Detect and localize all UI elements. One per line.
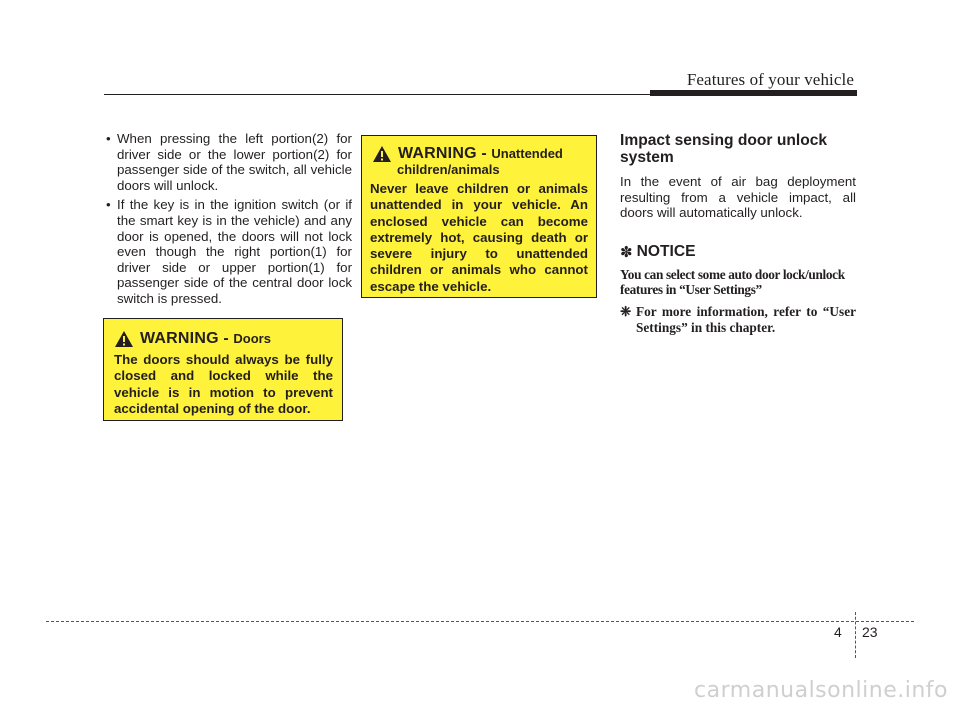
warning-heading: [114, 330, 333, 348]
section-body: In the event of air bag deployment resulting from a vehicle impact, all doors will automatically unlock.: [620, 174, 856, 221]
warning-subject: Doors: [233, 331, 271, 346]
warning-heading: [370, 145, 588, 163]
list-item: [104, 197, 352, 306]
watermark-text: carmanualsonline.info: [694, 678, 948, 703]
notice-star-icon: ✽: [620, 243, 633, 261]
bullet-icon: •: [106, 131, 111, 146]
warning-triangle-icon: [114, 330, 134, 348]
warning-box-doors: [103, 318, 343, 421]
list-item: [104, 131, 352, 193]
footer-divider: [855, 612, 856, 658]
notice-bullet-text: For more information, refer to “User Settings” in this chapter.: [636, 303, 856, 335]
warning-triangle-icon: [372, 145, 392, 163]
chapter-number: 4: [834, 624, 842, 640]
column-3: [620, 133, 856, 335]
footer-rule: [46, 621, 914, 622]
notice-bullet-icon: ❈: [620, 303, 632, 319]
bullet-icon: •: [106, 197, 111, 213]
notice-bullet: [620, 304, 856, 335]
warning-subject-continued: children/animals: [397, 162, 500, 177]
page-number: 23: [862, 624, 878, 640]
header-tab-bar: [650, 90, 857, 96]
instruction-list: [104, 131, 352, 307]
list-item-text: If the key is in the ignition switch (or if the smart key is in the vehicle) and any door is opened, the doors will not lock even though the right portion(1) for driver side or upper portion(1) for passenger side of the central door lock switch is pressed.: [117, 197, 352, 306]
warning-body: Never leave children or animals unattended in your vehicle. An enclosed vehicle can become extremely hot, causing death or severe injury to unattended children or animals who cannot escape the vehicle.: [370, 181, 588, 294]
notice-text: You can select some auto door lock/unlock features in “User Settings”: [620, 266, 845, 298]
section-title: Impact sensing door unlock system: [620, 132, 828, 166]
warning-body: The doors should always be fully closed and locked while the vehicle is in motion to prevent accidental opening of the door.: [114, 352, 333, 416]
column-1: [104, 131, 352, 311]
page-header-title: Features of your vehicle: [686, 70, 854, 89]
notice-title: NOTICE: [636, 242, 696, 260]
warning-box-children: [361, 135, 597, 298]
warning-label: WARNING -: [398, 145, 487, 162]
warning-label: WARNING -: [140, 330, 229, 347]
warning-subject: Unattended: [491, 146, 563, 161]
notice-heading: [620, 243, 856, 261]
list-item-text: When pressing the left portion(2) for driver side or the lower portion(2) for passenger side of the switch, all vehicle doors will unlock.: [117, 131, 352, 193]
